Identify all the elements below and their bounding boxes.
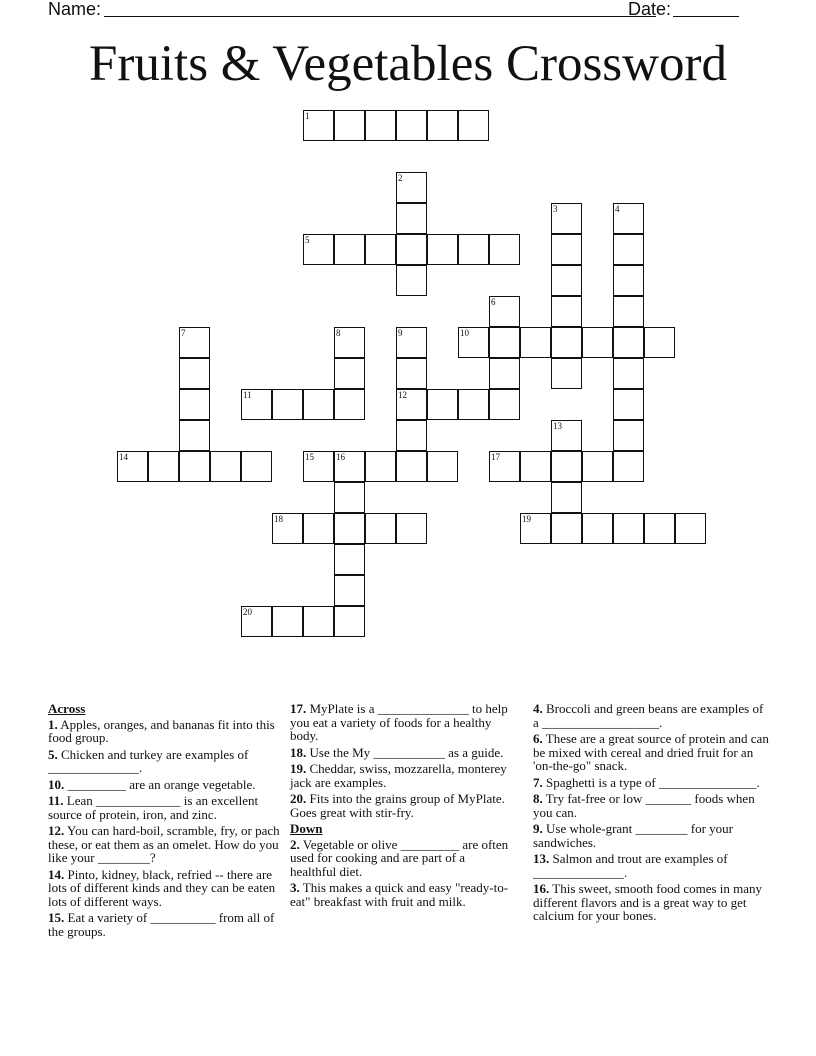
clue-number: 8 (336, 328, 341, 338)
clue-text: Use whole-grant ________ for your sandwiches. (533, 821, 734, 850)
clue-text: _________ are an orange vegetable. (64, 776, 256, 792)
crossword-cell[interactable] (458, 234, 489, 265)
across-clue-list-continued (290, 702, 512, 819)
clue-text: Lean _____________ is an excellent source of protein, iron, and zinc. (48, 793, 259, 822)
crossword-cell[interactable] (396, 358, 427, 389)
clue-item (533, 732, 769, 773)
clue-text: Pinto, kidney, black, refried -- there are lots of different kinds and they can be eaten lots of different ways. (48, 866, 276, 909)
clue-text: This makes a quick and easy "ready-to-eat" breakfast with fruit and milk. (290, 880, 509, 909)
crossword-cell[interactable] (427, 389, 458, 420)
crossword-cell[interactable] (551, 203, 582, 234)
clue-number: 20 (243, 607, 252, 617)
crossword-cell[interactable] (303, 451, 334, 482)
name-label: Name: (48, 0, 102, 19)
crossword-cell[interactable] (427, 110, 458, 141)
clue-item (48, 778, 284, 792)
down-clue-list (290, 838, 512, 909)
clue-text: Spaghetti is a type of _______________. (542, 774, 760, 790)
crossword-cell[interactable] (551, 296, 582, 327)
crossword-cell[interactable] (241, 389, 272, 420)
clue-number-label: 2. (290, 836, 300, 852)
crossword-cell[interactable] (334, 544, 365, 575)
crossword-cell[interactable] (365, 110, 396, 141)
clues-column-3 (533, 702, 769, 926)
crossword-cell[interactable] (396, 234, 427, 265)
crossword-cell[interactable] (396, 389, 427, 420)
crossword-cell[interactable] (613, 513, 644, 544)
clue-number-label: 14. (48, 866, 65, 882)
clue-item (533, 776, 769, 790)
clue-number: 17 (491, 452, 500, 462)
crossword-cell[interactable] (241, 606, 272, 637)
crossword-cell[interactable] (303, 389, 334, 420)
crossword-cell[interactable] (613, 451, 644, 482)
clue-text: Vegetable or olive _________ are often used for cooking and are part of a healthful diet. (290, 836, 509, 879)
crossword-cell[interactable] (396, 451, 427, 482)
crossword-cell[interactable] (582, 327, 613, 358)
crossword-cell[interactable] (582, 451, 613, 482)
clue-item (533, 792, 769, 819)
crossword-cell[interactable] (613, 296, 644, 327)
clue-number: 16 (336, 452, 345, 462)
crossword-cell[interactable] (303, 513, 334, 544)
crossword-cell[interactable] (334, 358, 365, 389)
crossword-cell[interactable] (334, 327, 365, 358)
clue-number: 18 (274, 514, 283, 524)
clue-number: 11 (243, 390, 252, 400)
clue-number: 3 (553, 204, 558, 214)
clue-text: Apples, oranges, and bananas fit into this food group. (48, 716, 275, 745)
crossword-cell[interactable] (520, 451, 551, 482)
crossword-cell[interactable] (613, 203, 644, 234)
crossword-cell[interactable] (427, 234, 458, 265)
crossword-cell[interactable] (334, 482, 365, 513)
crossword-cell[interactable] (644, 513, 675, 544)
clue-text: MyPlate is a ______________ to help you eat a variety of foods for a healthy body. (290, 701, 508, 743)
crossword-cell[interactable] (365, 234, 396, 265)
crossword-cell[interactable] (551, 358, 582, 389)
clue-number: 7 (181, 328, 186, 338)
clues-column-1 (48, 702, 284, 941)
crossword-cell[interactable] (613, 420, 644, 451)
clue-item (533, 702, 769, 729)
crossword-cell[interactable] (613, 389, 644, 420)
across-heading: Across (48, 701, 86, 716)
clue-item (290, 881, 512, 908)
crossword-cell[interactable] (396, 513, 427, 544)
crossword-cell[interactable] (675, 513, 706, 544)
crossword-cell[interactable] (551, 265, 582, 296)
clue-text: These are a great source of protein and can be mixed with cereal and dried fruit for an 'on-the-go" snack. (533, 731, 769, 773)
clue-item (290, 762, 512, 789)
clue-number-label: 17. (290, 701, 307, 716)
crossword-cell[interactable] (334, 575, 365, 606)
clue-number: 5 (305, 235, 310, 245)
crossword-cell[interactable] (427, 451, 458, 482)
crossword-cell[interactable] (551, 420, 582, 451)
date-label: Date: (628, 0, 672, 19)
crossword-cell[interactable] (551, 451, 582, 482)
clue-number: 9 (398, 328, 403, 338)
crossword-cell[interactable] (179, 389, 210, 420)
crossword-cell[interactable] (272, 513, 303, 544)
clue-number: 15 (305, 452, 314, 462)
crossword-cell[interactable] (334, 606, 365, 637)
down-clue-list-continued (533, 702, 769, 923)
clue-text: Chicken and turkey are examples of ______________. (48, 746, 249, 775)
clue-item (290, 792, 512, 819)
clue-number-label: 15. (48, 910, 65, 925)
clue-number-label: 13. (533, 851, 550, 866)
clue-text: Cheddar, swiss, mozzarella, monterey jack are examples. (290, 761, 507, 790)
crossword-cell[interactable] (396, 203, 427, 234)
clue-text: Broccoli and green beans are examples of a __________________. (533, 701, 764, 730)
clue-item (48, 911, 284, 938)
crossword-cell[interactable] (303, 606, 334, 637)
crossword-cell[interactable] (582, 513, 613, 544)
crossword-cell[interactable] (179, 420, 210, 451)
clue-number-label: 12. (48, 823, 65, 838)
clue-number-label: 8. (533, 791, 543, 806)
clue-item (48, 794, 284, 821)
crossword-cell[interactable] (272, 389, 303, 420)
clue-item (290, 702, 512, 743)
clue-number-label: 3. (290, 880, 300, 895)
clue-text: Fits into the grains group of MyPlate. Goes great with stir-fry. (290, 791, 505, 820)
crossword-cell[interactable] (303, 110, 334, 141)
across-clue-list (48, 718, 284, 939)
crossword-cell[interactable] (396, 420, 427, 451)
crossword-cell[interactable] (117, 451, 148, 482)
clue-number-label: 1. (48, 716, 58, 732)
clue-number-label: 7. (533, 774, 543, 790)
clue-number-label: 5. (48, 746, 58, 762)
crossword-cell[interactable] (520, 513, 551, 544)
crossword-cell[interactable] (303, 234, 334, 265)
clue-number-label: 18. (290, 744, 307, 760)
crossword-cell[interactable] (551, 513, 582, 544)
crossword-cell[interactable] (613, 327, 644, 358)
crossword-cell[interactable] (520, 327, 551, 358)
clue-number-label: 9. (533, 821, 543, 836)
page-title: Fruits & Vegetables Crossword (89, 36, 727, 92)
clue-number-label: 19. (290, 761, 307, 776)
crossword-cell[interactable] (489, 389, 520, 420)
crossword-cell[interactable] (334, 451, 365, 482)
crossword-cell[interactable] (396, 172, 427, 203)
clue-item (48, 868, 284, 909)
crossword-cell[interactable] (272, 606, 303, 637)
clue-item (533, 822, 769, 849)
crossword-cell[interactable] (551, 234, 582, 265)
clue-text: Salmon and trout are examples of ______________. (533, 851, 728, 880)
clue-number-label: 10. (48, 776, 65, 792)
crossword-cell[interactable] (334, 389, 365, 420)
crossword-cell[interactable] (489, 327, 520, 358)
crossword-cell[interactable] (396, 110, 427, 141)
clue-number-label: 6. (533, 731, 543, 746)
crossword-cell[interactable] (334, 234, 365, 265)
crossword-cell[interactable] (458, 389, 489, 420)
crossword-cell[interactable] (334, 513, 365, 544)
clue-text: You can hard-boil, scramble, fry, or pach these, or eat them as an omelet. How do you like your ________? (48, 823, 280, 865)
clue-item (290, 838, 512, 879)
crossword-cell[interactable] (396, 327, 427, 358)
crossword-cell[interactable] (334, 110, 365, 141)
crossword-cell[interactable] (365, 451, 396, 482)
clue-item (48, 718, 284, 745)
clue-text: Use the My ___________ as a guide. (306, 744, 504, 760)
crossword-cell[interactable] (210, 451, 241, 482)
crossword-cell[interactable] (551, 482, 582, 513)
crossword-cell[interactable] (489, 358, 520, 389)
crossword-cell[interactable] (613, 234, 644, 265)
clue-number: 4 (615, 204, 620, 214)
clue-number-label: 20. (290, 791, 307, 806)
crossword-cell[interactable] (148, 451, 179, 482)
clue-item (48, 748, 284, 775)
clue-number: 13 (553, 421, 562, 431)
clue-item (533, 852, 769, 879)
crossword-cell[interactable] (365, 513, 396, 544)
clue-item (290, 746, 512, 760)
clue-number-label: 4. (533, 701, 543, 716)
clue-text: Try fat-free or low _______ foods when you can. (533, 791, 755, 820)
crossword-cell[interactable] (179, 451, 210, 482)
crossword-cell[interactable] (489, 234, 520, 265)
clue-item (533, 882, 769, 923)
crossword-cell[interactable] (613, 265, 644, 296)
crossword-cell[interactable] (489, 451, 520, 482)
down-heading: Down (290, 821, 323, 836)
clues-column-2 (290, 702, 512, 911)
clue-number: 14 (119, 452, 128, 462)
crossword-cell[interactable] (179, 327, 210, 358)
clue-number: 19 (522, 514, 531, 524)
crossword-cell[interactable] (489, 296, 520, 327)
clue-text: This sweet, smooth food comes in many different flavors and is a great way to get calcium for your bones. (533, 881, 763, 923)
crossword-cell[interactable] (613, 358, 644, 389)
clue-number-label: 16. (533, 881, 550, 896)
crossword-cell[interactable] (396, 265, 427, 296)
crossword-cell[interactable] (458, 110, 489, 141)
clue-number: 2 (398, 173, 403, 183)
crossword-cell[interactable] (458, 327, 489, 358)
clue-text: Eat a variety of __________ from all of the groups. (48, 910, 275, 939)
clue-number: 10 (460, 328, 469, 338)
clue-number: 1 (305, 111, 310, 121)
crossword-cell[interactable] (241, 451, 272, 482)
clue-item (48, 824, 284, 865)
crossword-cell[interactable] (179, 358, 210, 389)
clue-number: 6 (491, 297, 496, 307)
clue-number-label: 11. (48, 793, 64, 808)
clue-number: 12 (398, 390, 407, 400)
crossword-cell[interactable] (644, 327, 675, 358)
crossword-cell[interactable] (551, 327, 582, 358)
